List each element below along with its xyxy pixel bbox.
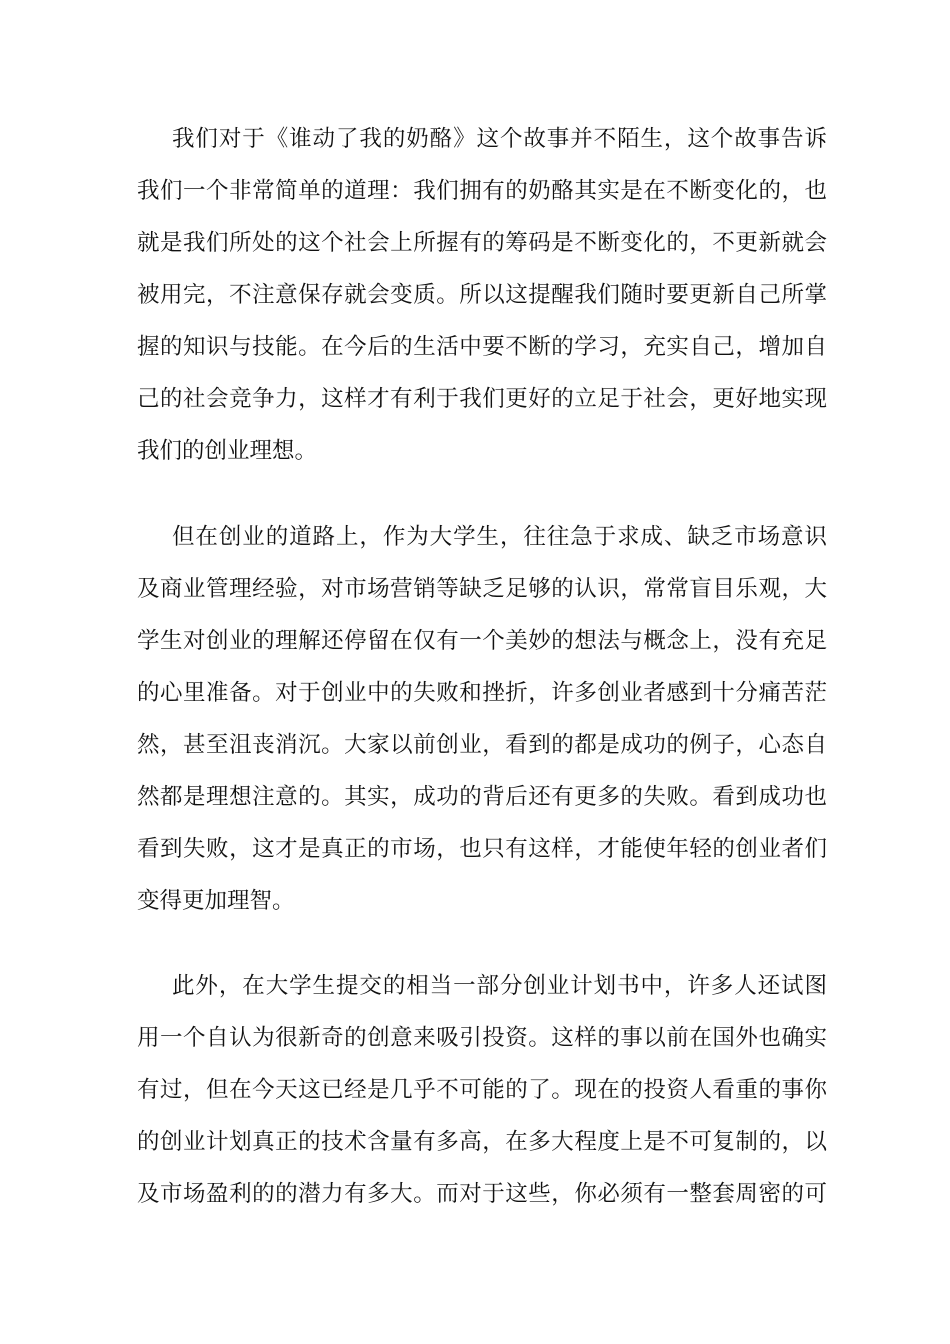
paragraph-2 — [137, 511, 827, 927]
text-line: 被用完，不注意保存就会变质。所以这提醒我们随时要更新自己所掌 — [137, 282, 827, 308]
text-line: 的心里准备。对于创业中的失败和挫折，许多创业者感到十分痛苦茫 — [137, 680, 827, 706]
text-line: 己的社会竞争力，这样才有利于我们更好的立足于社会，更好地实现 — [137, 386, 827, 412]
paragraph-3 — [137, 960, 827, 1220]
text-line: 我们一个非常简单的道理：我们拥有的奶酪其实是在不断变化的，也 — [137, 178, 827, 204]
text-line: 变得更加理智。 — [137, 888, 295, 914]
text-line: 然，甚至沮丧消沉。大家以前创业，看到的都是成功的例子，心态自 — [137, 732, 827, 758]
text-line: 有过，但在今天这已经是几乎不可能的了。现在的投资人看重的事你 — [137, 1077, 827, 1103]
text-line: 我们的创业理想。 — [137, 438, 318, 464]
text-line: 但在创业的道路上，作为大学生，往往急于求成、缺乏市场意识 — [172, 524, 827, 550]
text-line: 及商业管理经验，对市场营销等缺乏足够的认识，常常盲目乐观，大 — [137, 576, 827, 602]
text-line: 我们对于《谁动了我的奶酪》这个故事并不陌生，这个故事告诉 — [172, 126, 827, 152]
text-line: 学生对创业的理解还停留在仅有一个美妙的想法与概念上，没有充足 — [137, 628, 827, 654]
paragraph-1 — [137, 113, 827, 477]
text-line: 的创业计划真正的技术含量有多高，在多大程度上是不可复制的，以 — [137, 1129, 827, 1155]
text-line: 看到失败，这才是真正的市场，也只有这样，才能使年轻的创业者们 — [137, 836, 827, 862]
text-line: 此外，在大学生提交的相当一部分创业计划书中，许多人还试图 — [172, 973, 827, 999]
text-line: 及市场盈利的的潜力有多大。而对于这些，你必须有一整套周密的可 — [137, 1181, 827, 1207]
text-line: 然都是理想注意的。其实，成功的背后还有更多的失败。看到成功也 — [137, 784, 827, 810]
text-line: 就是我们所处的这个社会上所握有的筹码是不断变化的，不更新就会 — [137, 230, 827, 256]
text-line: 握的知识与技能。在今后的生活中要不断的学习，充实自己，增加自 — [137, 334, 827, 360]
text-line: 用一个自认为很新奇的创意来吸引投资。这样的事以前在国外也确实 — [137, 1025, 827, 1051]
